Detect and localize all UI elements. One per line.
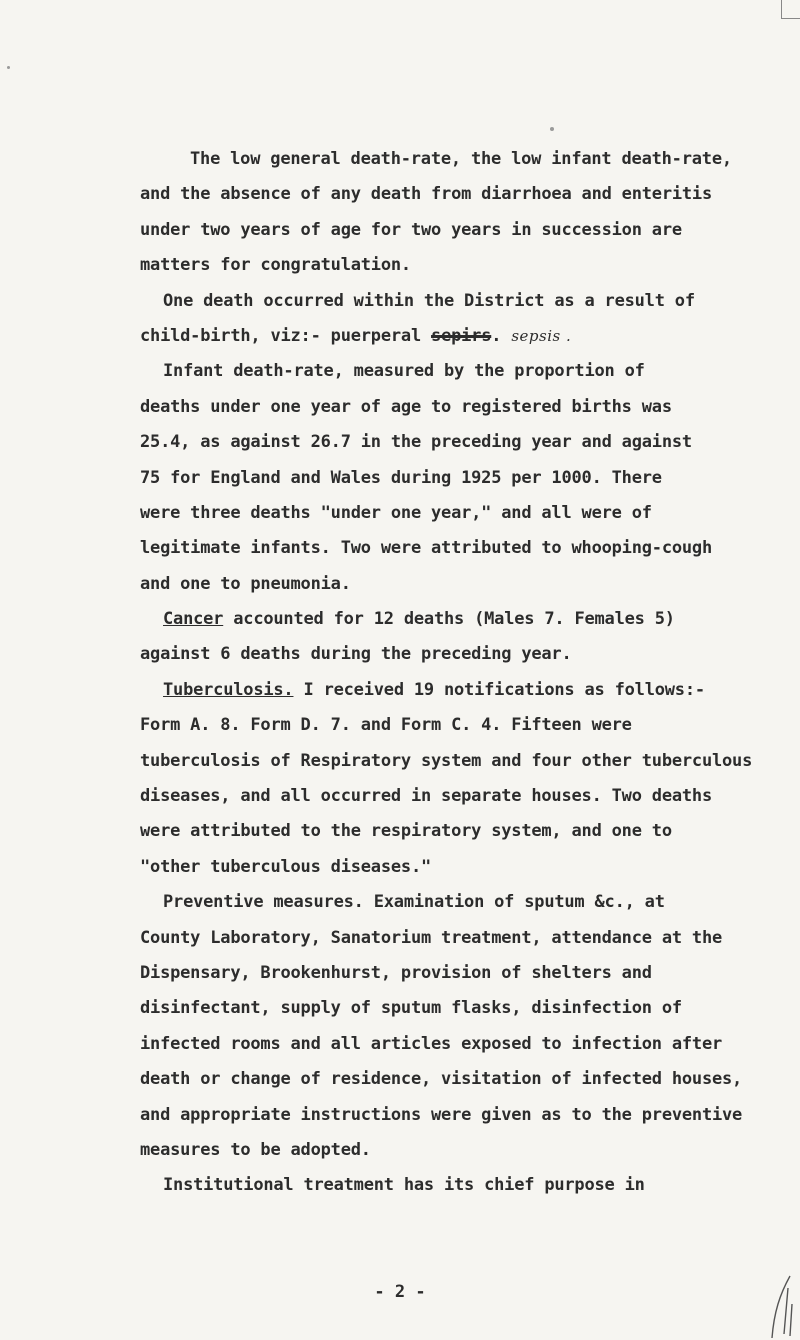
text-line: measures to be adopted. <box>140 1139 371 1160</box>
text-line: tuberculosis of Respiratory system and four other tuberculous <box>140 750 753 771</box>
paper-speck <box>7 66 10 69</box>
text-line: Preventive measures. Examination of sputum &c., at <box>163 892 665 913</box>
text-line <box>140 319 790 354</box>
text-line: deaths under one year of age to registered births was <box>140 396 672 417</box>
body-text <box>140 142 790 1204</box>
text-line: were attributed to the respiratory system, and one to <box>140 821 672 842</box>
text-line <box>163 602 790 637</box>
text-line: against 6 deaths during the preceding year. <box>140 644 572 665</box>
text-line: and the absence of any death from diarrhoea and enteritis <box>140 184 712 205</box>
text-line: infected rooms and all articles exposed to infection after <box>140 1033 723 1054</box>
text-line: under two years of age for two years in succession are <box>140 219 682 240</box>
text-line: were three deaths "under one year," and all were of <box>140 502 652 523</box>
text-line: One death occurred within the District as a result of <box>163 290 695 311</box>
punctuation: . <box>491 325 502 346</box>
text-line <box>163 673 790 708</box>
text-line: and appropriate instructions were given as to the preventive <box>140 1104 743 1125</box>
text-line: 75 for England and Wales during 1925 per 1000. There <box>140 467 662 488</box>
text-line: County Laboratory, Sanatorium treatment, attendance at the <box>140 927 723 948</box>
text-line: "other tuberculous diseases." <box>140 856 432 877</box>
text-line: legitimate infants. Two were attributed to whooping-cough <box>140 538 712 559</box>
struck-word: sepirs <box>431 325 492 346</box>
text-line: The low general death-rate, the low infant death-rate, <box>190 149 732 169</box>
text-fragment: child-birth, viz:- puerperal <box>140 325 421 346</box>
text-line: Dispensary, Brookenhurst, provision of shelters and <box>140 962 652 983</box>
text-fragment: I received 19 notifications as follows:- <box>293 679 705 700</box>
text-fragment: accounted for 12 deaths (Males 7. Females 5) <box>223 609 675 630</box>
text-line: 25.4, as against 26.7 in the preceding year and against <box>140 432 692 453</box>
text-line: Institutional treatment has its chief purpose in <box>163 1175 645 1196</box>
page-edge-tear <box>768 1274 794 1340</box>
text-line: Infant death-rate, measured by the proportion of <box>163 361 645 382</box>
text-line: Form A. 8. Form D. 7. and Form C. 4. Fifteen were <box>140 715 632 736</box>
handwritten-correction: sepsis . <box>511 326 572 345</box>
text-line: death or change of residence, visitation of infected houses, <box>140 1069 743 1090</box>
section-heading-tuberculosis: Tuberculosis. <box>163 679 294 700</box>
text-line: diseases, and all occurred in separate houses. Two deaths <box>140 786 712 807</box>
page-number: - 2 - <box>374 1282 426 1302</box>
section-heading-cancer: Cancer <box>163 609 224 630</box>
text-line: disinfectant, supply of sputum flasks, disinfection of <box>140 998 682 1019</box>
text-line: matters for congratulation. <box>140 255 411 276</box>
page-corner-fold <box>781 0 800 19</box>
paper-speck <box>550 127 554 131</box>
text-line: and one to pneumonia. <box>140 573 351 594</box>
